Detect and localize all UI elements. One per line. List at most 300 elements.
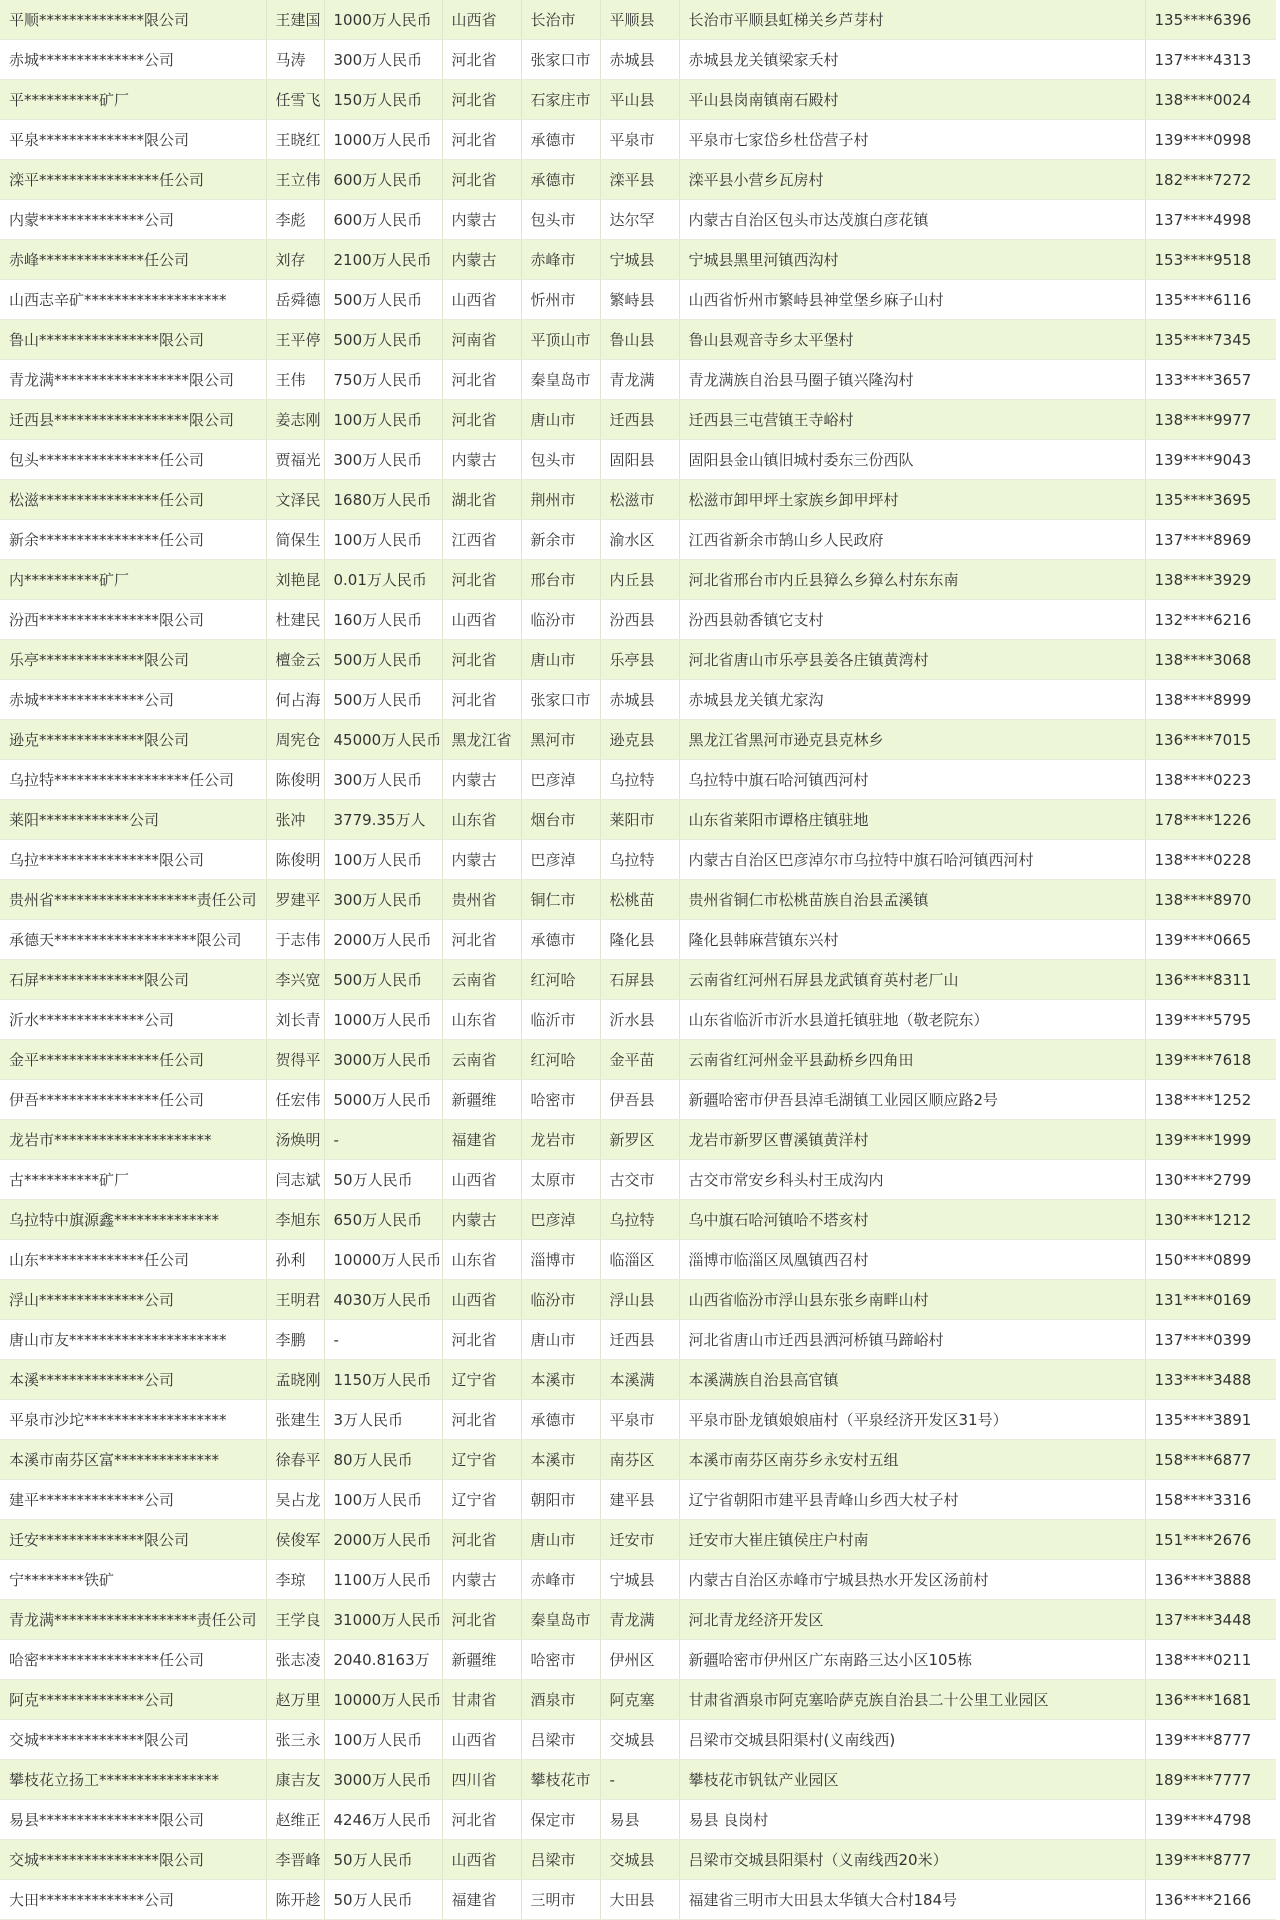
registered-capital-cell: 300万人民币	[324, 880, 442, 920]
phone-cell: 153****9518	[1145, 240, 1276, 280]
county-cell: 迁安市	[600, 1520, 679, 1560]
phone-cell: 133****3488	[1145, 1360, 1276, 1400]
company-name-cell: 松滋****************任公司	[0, 480, 266, 520]
address-cell: 迁安市大崔庄镇侯庄户村南	[679, 1520, 1145, 1560]
company-name-cell: 唐山市友*********************	[0, 1320, 266, 1360]
phone-cell: 139****1999	[1145, 1120, 1276, 1160]
table-row	[0, 1880, 1276, 1920]
registered-capital-cell: 100万人民币	[324, 1720, 442, 1760]
city-cell: 秦皇岛市	[521, 360, 600, 400]
address-cell: 江西省新余市鹄山乡人民政府	[679, 520, 1145, 560]
province-cell: 湖北省	[442, 480, 521, 520]
phone-cell: 182****7272	[1145, 160, 1276, 200]
registered-capital-cell: 300万人民币	[324, 760, 442, 800]
registered-capital-cell: 2000万人民币	[324, 1520, 442, 1560]
county-cell: -	[600, 1760, 679, 1800]
city-cell: 铜仁市	[521, 880, 600, 920]
phone-cell: 136****3888	[1145, 1560, 1276, 1600]
table-row	[0, 520, 1276, 560]
address-cell: 本溪市南芬区南芬乡永安村五组	[679, 1440, 1145, 1480]
city-cell: 红河哈	[521, 960, 600, 1000]
table-row	[0, 1480, 1276, 1520]
company-name-cell: 龙岩市*********************	[0, 1120, 266, 1160]
company-name-cell: 赤城**************公司	[0, 40, 266, 80]
legal-person-cell: 马涛	[266, 40, 324, 80]
registered-capital-cell: 2000万人民币	[324, 920, 442, 960]
county-cell: 平山县	[600, 80, 679, 120]
province-cell: 河北省	[442, 680, 521, 720]
city-cell: 黑河市	[521, 720, 600, 760]
legal-person-cell: 杜建民	[266, 600, 324, 640]
county-cell: 汾西县	[600, 600, 679, 640]
table-row	[0, 680, 1276, 720]
registered-capital-cell: 3万人民币	[324, 1400, 442, 1440]
company-name-cell: 赤城**************公司	[0, 680, 266, 720]
company-name-cell: 石屏**************限公司	[0, 960, 266, 1000]
legal-person-cell: 吴占龙	[266, 1480, 324, 1520]
registered-capital-cell: 2040.8163万	[324, 1640, 442, 1680]
table-row	[0, 1520, 1276, 1560]
legal-person-cell: 张志凌	[266, 1640, 324, 1680]
address-cell: 山东省临沂市沂水县道托镇驻地（敬老院东）	[679, 1000, 1145, 1040]
table-row	[0, 1000, 1276, 1040]
city-cell: 唐山市	[521, 1520, 600, 1560]
county-cell: 迁西县	[600, 1320, 679, 1360]
registered-capital-cell: 4246万人民币	[324, 1800, 442, 1840]
city-cell: 临沂市	[521, 1000, 600, 1040]
registered-capital-cell: 300万人民币	[324, 440, 442, 480]
table-row	[0, 120, 1276, 160]
province-cell: 河北省	[442, 40, 521, 80]
registered-capital-cell: 3000万人民币	[324, 1760, 442, 1800]
city-cell: 三明市	[521, 1880, 600, 1920]
legal-person-cell: 何占海	[266, 680, 324, 720]
company-name-cell: 青龙满******************限公司	[0, 360, 266, 400]
registered-capital-cell: 1000万人民币	[324, 0, 442, 40]
table-row	[0, 1560, 1276, 1600]
company-name-cell: 逊克**************限公司	[0, 720, 266, 760]
county-cell: 南芬区	[600, 1440, 679, 1480]
table-row	[0, 1600, 1276, 1640]
county-cell: 交城县	[600, 1720, 679, 1760]
address-cell: 福建省三明市大田县太华镇大合村184号	[679, 1880, 1145, 1920]
company-name-cell: 承德天*******************限公司	[0, 920, 266, 960]
county-cell: 赤城县	[600, 680, 679, 720]
county-cell: 临淄区	[600, 1240, 679, 1280]
phone-cell: 139****0665	[1145, 920, 1276, 960]
province-cell: 福建省	[442, 1120, 521, 1160]
company-name-cell: 平**********矿厂	[0, 80, 266, 120]
company-name-cell: 交城****************限公司	[0, 1840, 266, 1880]
registered-capital-cell: 600万人民币	[324, 160, 442, 200]
legal-person-cell: 贾福光	[266, 440, 324, 480]
legal-person-cell: 王晓红	[266, 120, 324, 160]
phone-cell: 136****1681	[1145, 1680, 1276, 1720]
registered-capital-cell: -	[324, 1120, 442, 1160]
legal-person-cell: 王明君	[266, 1280, 324, 1320]
phone-cell: 138****0223	[1145, 760, 1276, 800]
legal-person-cell: 赵万里	[266, 1680, 324, 1720]
county-cell: 赤城县	[600, 40, 679, 80]
province-cell: 四川省	[442, 1760, 521, 1800]
table-row	[0, 560, 1276, 600]
table-row	[0, 880, 1276, 920]
registered-capital-cell: 3779.35万人	[324, 800, 442, 840]
address-cell: 攀枝花市钒钛产业园区	[679, 1760, 1145, 1800]
table-row	[0, 840, 1276, 880]
table-row	[0, 600, 1276, 640]
company-name-cell: 平顺**************限公司	[0, 0, 266, 40]
legal-person-cell: 岳舜德	[266, 280, 324, 320]
company-name-cell: 乌拉****************限公司	[0, 840, 266, 880]
company-name-cell: 交城**************限公司	[0, 1720, 266, 1760]
province-cell: 贵州省	[442, 880, 521, 920]
phone-cell: 138****3929	[1145, 560, 1276, 600]
legal-person-cell: 孟晓刚	[266, 1360, 324, 1400]
phone-cell: 138****8970	[1145, 880, 1276, 920]
county-cell: 繁峙县	[600, 280, 679, 320]
phone-cell: 137****4998	[1145, 200, 1276, 240]
registered-capital-cell: 5000万人民币	[324, 1080, 442, 1120]
table-row	[0, 1800, 1276, 1840]
county-cell: 平顺县	[600, 0, 679, 40]
phone-cell: 138****3068	[1145, 640, 1276, 680]
table-row	[0, 1440, 1276, 1480]
address-cell: 河北省唐山市乐亭县姜各庄镇黄湾村	[679, 640, 1145, 680]
phone-cell: 139****9043	[1145, 440, 1276, 480]
phone-cell: 139****8777	[1145, 1720, 1276, 1760]
province-cell: 黑龙江省	[442, 720, 521, 760]
legal-person-cell: 孙利	[266, 1240, 324, 1280]
table-row	[0, 1720, 1276, 1760]
address-cell: 青龙满族自治县马圈子镇兴隆沟村	[679, 360, 1145, 400]
registered-capital-cell: 500万人民币	[324, 680, 442, 720]
legal-person-cell: 陈开趁	[266, 1880, 324, 1920]
legal-person-cell: 康吉友	[266, 1760, 324, 1800]
legal-person-cell: 刘存	[266, 240, 324, 280]
phone-cell: 139****5795	[1145, 1000, 1276, 1040]
table-row	[0, 1320, 1276, 1360]
table-row	[0, 80, 1276, 120]
table-row	[0, 1360, 1276, 1400]
legal-person-cell: 张建生	[266, 1400, 324, 1440]
address-cell: 古交市常安乡科头村王成沟内	[679, 1160, 1145, 1200]
address-cell: 内蒙古自治区巴彦淖尔市乌拉特中旗石哈河镇西河村	[679, 840, 1145, 880]
province-cell: 河北省	[442, 640, 521, 680]
legal-person-cell: 李兴宽	[266, 960, 324, 1000]
legal-person-cell: 文泽民	[266, 480, 324, 520]
county-cell: 新罗区	[600, 1120, 679, 1160]
city-cell: 酒泉市	[521, 1680, 600, 1720]
company-name-cell: 包头****************任公司	[0, 440, 266, 480]
table-row	[0, 1280, 1276, 1320]
company-name-cell: 汾西****************限公司	[0, 600, 266, 640]
company-name-cell: 赤峰**************任公司	[0, 240, 266, 280]
company-name-cell: 金平****************任公司	[0, 1040, 266, 1080]
county-cell: 莱阳市	[600, 800, 679, 840]
address-cell: 新疆哈密市伊州区广东南路三达小区105栋	[679, 1640, 1145, 1680]
phone-cell: 136****7015	[1145, 720, 1276, 760]
province-cell: 甘肃省	[442, 1680, 521, 1720]
province-cell: 河北省	[442, 160, 521, 200]
company-name-cell: 山东**************任公司	[0, 1240, 266, 1280]
county-cell: 伊州区	[600, 1640, 679, 1680]
registered-capital-cell: 2100万人民币	[324, 240, 442, 280]
city-cell: 烟台市	[521, 800, 600, 840]
city-cell: 龙岩市	[521, 1120, 600, 1160]
legal-person-cell: 张三永	[266, 1720, 324, 1760]
registered-capital-cell: 150万人民币	[324, 80, 442, 120]
address-cell: 松滋市卸甲坪土家族乡卸甲坪村	[679, 480, 1145, 520]
county-cell: 隆化县	[600, 920, 679, 960]
registered-capital-cell: 500万人民币	[324, 960, 442, 1000]
legal-person-cell: 王平停	[266, 320, 324, 360]
county-cell: 迁西县	[600, 400, 679, 440]
company-name-cell: 迁西县******************限公司	[0, 400, 266, 440]
county-cell: 乐亭县	[600, 640, 679, 680]
registered-capital-cell: 3000万人民币	[324, 1040, 442, 1080]
city-cell: 朝阳市	[521, 1480, 600, 1520]
county-cell: 松桃苗	[600, 880, 679, 920]
legal-person-cell: 简保生	[266, 520, 324, 560]
company-name-cell: 本溪市南芬区富**************	[0, 1440, 266, 1480]
phone-cell: 139****7618	[1145, 1040, 1276, 1080]
legal-person-cell: 陈俊明	[266, 840, 324, 880]
address-cell: 新疆哈密市伊吾县淖毛湖镇工业园区顺应路2号	[679, 1080, 1145, 1120]
phone-cell: 178****1226	[1145, 800, 1276, 840]
table-row	[0, 720, 1276, 760]
county-cell: 平泉市	[600, 120, 679, 160]
registered-capital-cell: 500万人民币	[324, 640, 442, 680]
province-cell: 辽宁省	[442, 1440, 521, 1480]
registered-capital-cell: 500万人民币	[324, 320, 442, 360]
table-row	[0, 800, 1276, 840]
address-cell: 宁城县黑里河镇西沟村	[679, 240, 1145, 280]
address-cell: 河北省唐山市迁西县洒河桥镇马蹄峪村	[679, 1320, 1145, 1360]
province-cell: 福建省	[442, 1880, 521, 1920]
city-cell: 唐山市	[521, 640, 600, 680]
registered-capital-cell: -	[324, 1320, 442, 1360]
registered-capital-cell: 100万人民币	[324, 1480, 442, 1520]
county-cell: 青龙满	[600, 1600, 679, 1640]
phone-cell: 130****1212	[1145, 1200, 1276, 1240]
address-cell: 本溪满族自治县高官镇	[679, 1360, 1145, 1400]
legal-person-cell: 陈俊明	[266, 760, 324, 800]
phone-cell: 133****3657	[1145, 360, 1276, 400]
registered-capital-cell: 50万人民币	[324, 1880, 442, 1920]
address-cell: 河北省邢台市内丘县獐么乡獐么村东东南	[679, 560, 1145, 600]
registered-capital-cell: 750万人民币	[324, 360, 442, 400]
registered-capital-cell: 100万人民币	[324, 400, 442, 440]
city-cell: 临汾市	[521, 1280, 600, 1320]
company-name-cell: 本溪**************公司	[0, 1360, 266, 1400]
legal-person-cell: 檀金云	[266, 640, 324, 680]
address-cell: 乌中旗石哈河镇哈不塔亥村	[679, 1200, 1145, 1240]
table-row	[0, 1400, 1276, 1440]
county-cell: 宁城县	[600, 1560, 679, 1600]
province-cell: 内蒙古	[442, 1200, 521, 1240]
address-cell: 贵州省铜仁市松桃苗族自治县孟溪镇	[679, 880, 1145, 920]
legal-person-cell: 侯俊军	[266, 1520, 324, 1560]
address-cell: 滦平县小营乡瓦房村	[679, 160, 1145, 200]
province-cell: 内蒙古	[442, 760, 521, 800]
registered-capital-cell: 0.01万人民币	[324, 560, 442, 600]
company-name-cell: 鲁山****************限公司	[0, 320, 266, 360]
phone-cell: 135****3891	[1145, 1400, 1276, 1440]
table-row	[0, 960, 1276, 1000]
company-name-cell: 哈密****************任公司	[0, 1640, 266, 1680]
phone-cell: 135****6116	[1145, 280, 1276, 320]
table-row	[0, 640, 1276, 680]
table-row	[0, 1640, 1276, 1680]
province-cell: 河南省	[442, 320, 521, 360]
province-cell: 河北省	[442, 80, 521, 120]
legal-person-cell: 汤焕明	[266, 1120, 324, 1160]
address-cell: 云南省红河州金平县勐桥乡四角田	[679, 1040, 1145, 1080]
registered-capital-cell: 1000万人民币	[324, 1000, 442, 1040]
company-name-cell: 内蒙**************公司	[0, 200, 266, 240]
table-row	[0, 1760, 1276, 1800]
table-row	[0, 1080, 1276, 1120]
phone-cell: 137****8969	[1145, 520, 1276, 560]
address-cell: 平山县岗南镇南石殿村	[679, 80, 1145, 120]
company-name-cell: 青龙满*******************责任公司	[0, 1600, 266, 1640]
phone-cell: 138****1252	[1145, 1080, 1276, 1120]
city-cell: 新余市	[521, 520, 600, 560]
table-row	[0, 1120, 1276, 1160]
county-cell: 沂水县	[600, 1000, 679, 1040]
city-cell: 哈密市	[521, 1640, 600, 1680]
province-cell: 河北省	[442, 1520, 521, 1560]
phone-cell: 137****4313	[1145, 40, 1276, 80]
province-cell: 山西省	[442, 1840, 521, 1880]
phone-cell: 138****9977	[1145, 400, 1276, 440]
province-cell: 山东省	[442, 1000, 521, 1040]
legal-person-cell: 任雪飞	[266, 80, 324, 120]
phone-cell: 130****2799	[1145, 1160, 1276, 1200]
legal-person-cell: 于志伟	[266, 920, 324, 960]
county-cell: 松滋市	[600, 480, 679, 520]
province-cell: 新疆维	[442, 1080, 521, 1120]
company-name-cell: 山西志辛矿*******************	[0, 280, 266, 320]
province-cell: 内蒙古	[442, 1560, 521, 1600]
phone-cell: 138****0228	[1145, 840, 1276, 880]
province-cell: 山西省	[442, 280, 521, 320]
company-name-cell: 浮山**************公司	[0, 1280, 266, 1320]
province-cell: 内蒙古	[442, 240, 521, 280]
address-cell: 甘肃省酒泉市阿克塞哈萨克族自治县二十公里工业园区	[679, 1680, 1145, 1720]
address-cell: 长治市平顺县虹梯关乡芦芽村	[679, 0, 1145, 40]
province-cell: 山东省	[442, 1240, 521, 1280]
company-name-cell: 沂水**************公司	[0, 1000, 266, 1040]
city-cell: 承德市	[521, 1400, 600, 1440]
county-cell: 逊克县	[600, 720, 679, 760]
city-cell: 本溪市	[521, 1440, 600, 1480]
registered-capital-cell: 80万人民币	[324, 1440, 442, 1480]
registered-capital-cell: 31000万人民币	[324, 1600, 442, 1640]
phone-cell: 158****3316	[1145, 1480, 1276, 1520]
registered-capital-cell: 50万人民币	[324, 1160, 442, 1200]
registered-capital-cell: 10000万人民币	[324, 1680, 442, 1720]
county-cell: 本溪满	[600, 1360, 679, 1400]
legal-person-cell: 张冲	[266, 800, 324, 840]
phone-cell: 138****0024	[1145, 80, 1276, 120]
company-name-cell: 宁********铁矿	[0, 1560, 266, 1600]
county-cell: 内丘县	[600, 560, 679, 600]
address-cell: 平泉市七家岱乡杜岱营子村	[679, 120, 1145, 160]
company-name-cell: 乐亭**************限公司	[0, 640, 266, 680]
address-cell: 乌拉特中旗石哈河镇西河村	[679, 760, 1145, 800]
city-cell: 本溪市	[521, 1360, 600, 1400]
city-cell: 巴彦淖	[521, 1200, 600, 1240]
table-row	[0, 1240, 1276, 1280]
table-row	[0, 280, 1276, 320]
registered-capital-cell: 1000万人民币	[324, 120, 442, 160]
table-row	[0, 1040, 1276, 1080]
registered-capital-cell: 4030万人民币	[324, 1280, 442, 1320]
city-cell: 临汾市	[521, 600, 600, 640]
table-row	[0, 760, 1276, 800]
table-row	[0, 1840, 1276, 1880]
registered-capital-cell: 1680万人民币	[324, 480, 442, 520]
county-cell: 渝水区	[600, 520, 679, 560]
county-cell: 浮山县	[600, 1280, 679, 1320]
address-cell: 山东省莱阳市谭格庄镇驻地	[679, 800, 1145, 840]
province-cell: 山西省	[442, 1720, 521, 1760]
city-cell: 包头市	[521, 200, 600, 240]
registered-capital-cell: 50万人民币	[324, 1840, 442, 1880]
city-cell: 张家口市	[521, 680, 600, 720]
phone-cell: 158****6877	[1145, 1440, 1276, 1480]
table-row	[0, 1680, 1276, 1720]
address-cell: 内蒙古自治区赤峰市宁城县热水开发区汤前村	[679, 1560, 1145, 1600]
table-row	[0, 320, 1276, 360]
company-name-cell: 滦平****************任公司	[0, 160, 266, 200]
province-cell: 云南省	[442, 960, 521, 1000]
province-cell: 河北省	[442, 360, 521, 400]
province-cell: 河北省	[442, 1600, 521, 1640]
registered-capital-cell: 100万人民币	[324, 840, 442, 880]
county-cell: 乌拉特	[600, 760, 679, 800]
legal-person-cell: 李彪	[266, 200, 324, 240]
city-cell: 张家口市	[521, 40, 600, 80]
phone-cell: 135****3695	[1145, 480, 1276, 520]
province-cell: 河北省	[442, 400, 521, 440]
legal-person-cell: 刘长青	[266, 1000, 324, 1040]
county-cell: 滦平县	[600, 160, 679, 200]
legal-person-cell: 任宏伟	[266, 1080, 324, 1120]
company-name-cell: 平泉市沙坨*******************	[0, 1400, 266, 1440]
county-cell: 大田县	[600, 1880, 679, 1920]
legal-person-cell: 王建国	[266, 0, 324, 40]
address-cell: 辽宁省朝阳市建平县青峰山乡西大杖子村	[679, 1480, 1145, 1520]
legal-person-cell: 李琼	[266, 1560, 324, 1600]
province-cell: 内蒙古	[442, 200, 521, 240]
county-cell: 乌拉特	[600, 840, 679, 880]
city-cell: 平顶山市	[521, 320, 600, 360]
county-cell: 达尔罕	[600, 200, 679, 240]
city-cell: 承德市	[521, 160, 600, 200]
city-cell: 巴彦淖	[521, 760, 600, 800]
county-cell: 宁城县	[600, 240, 679, 280]
county-cell: 阿克塞	[600, 1680, 679, 1720]
province-cell: 内蒙古	[442, 840, 521, 880]
company-name-cell: 大田**************公司	[0, 1880, 266, 1920]
phone-cell: 189****7777	[1145, 1760, 1276, 1800]
city-cell: 秦皇岛市	[521, 1600, 600, 1640]
table-row	[0, 1160, 1276, 1200]
registered-capital-cell: 600万人民币	[324, 200, 442, 240]
